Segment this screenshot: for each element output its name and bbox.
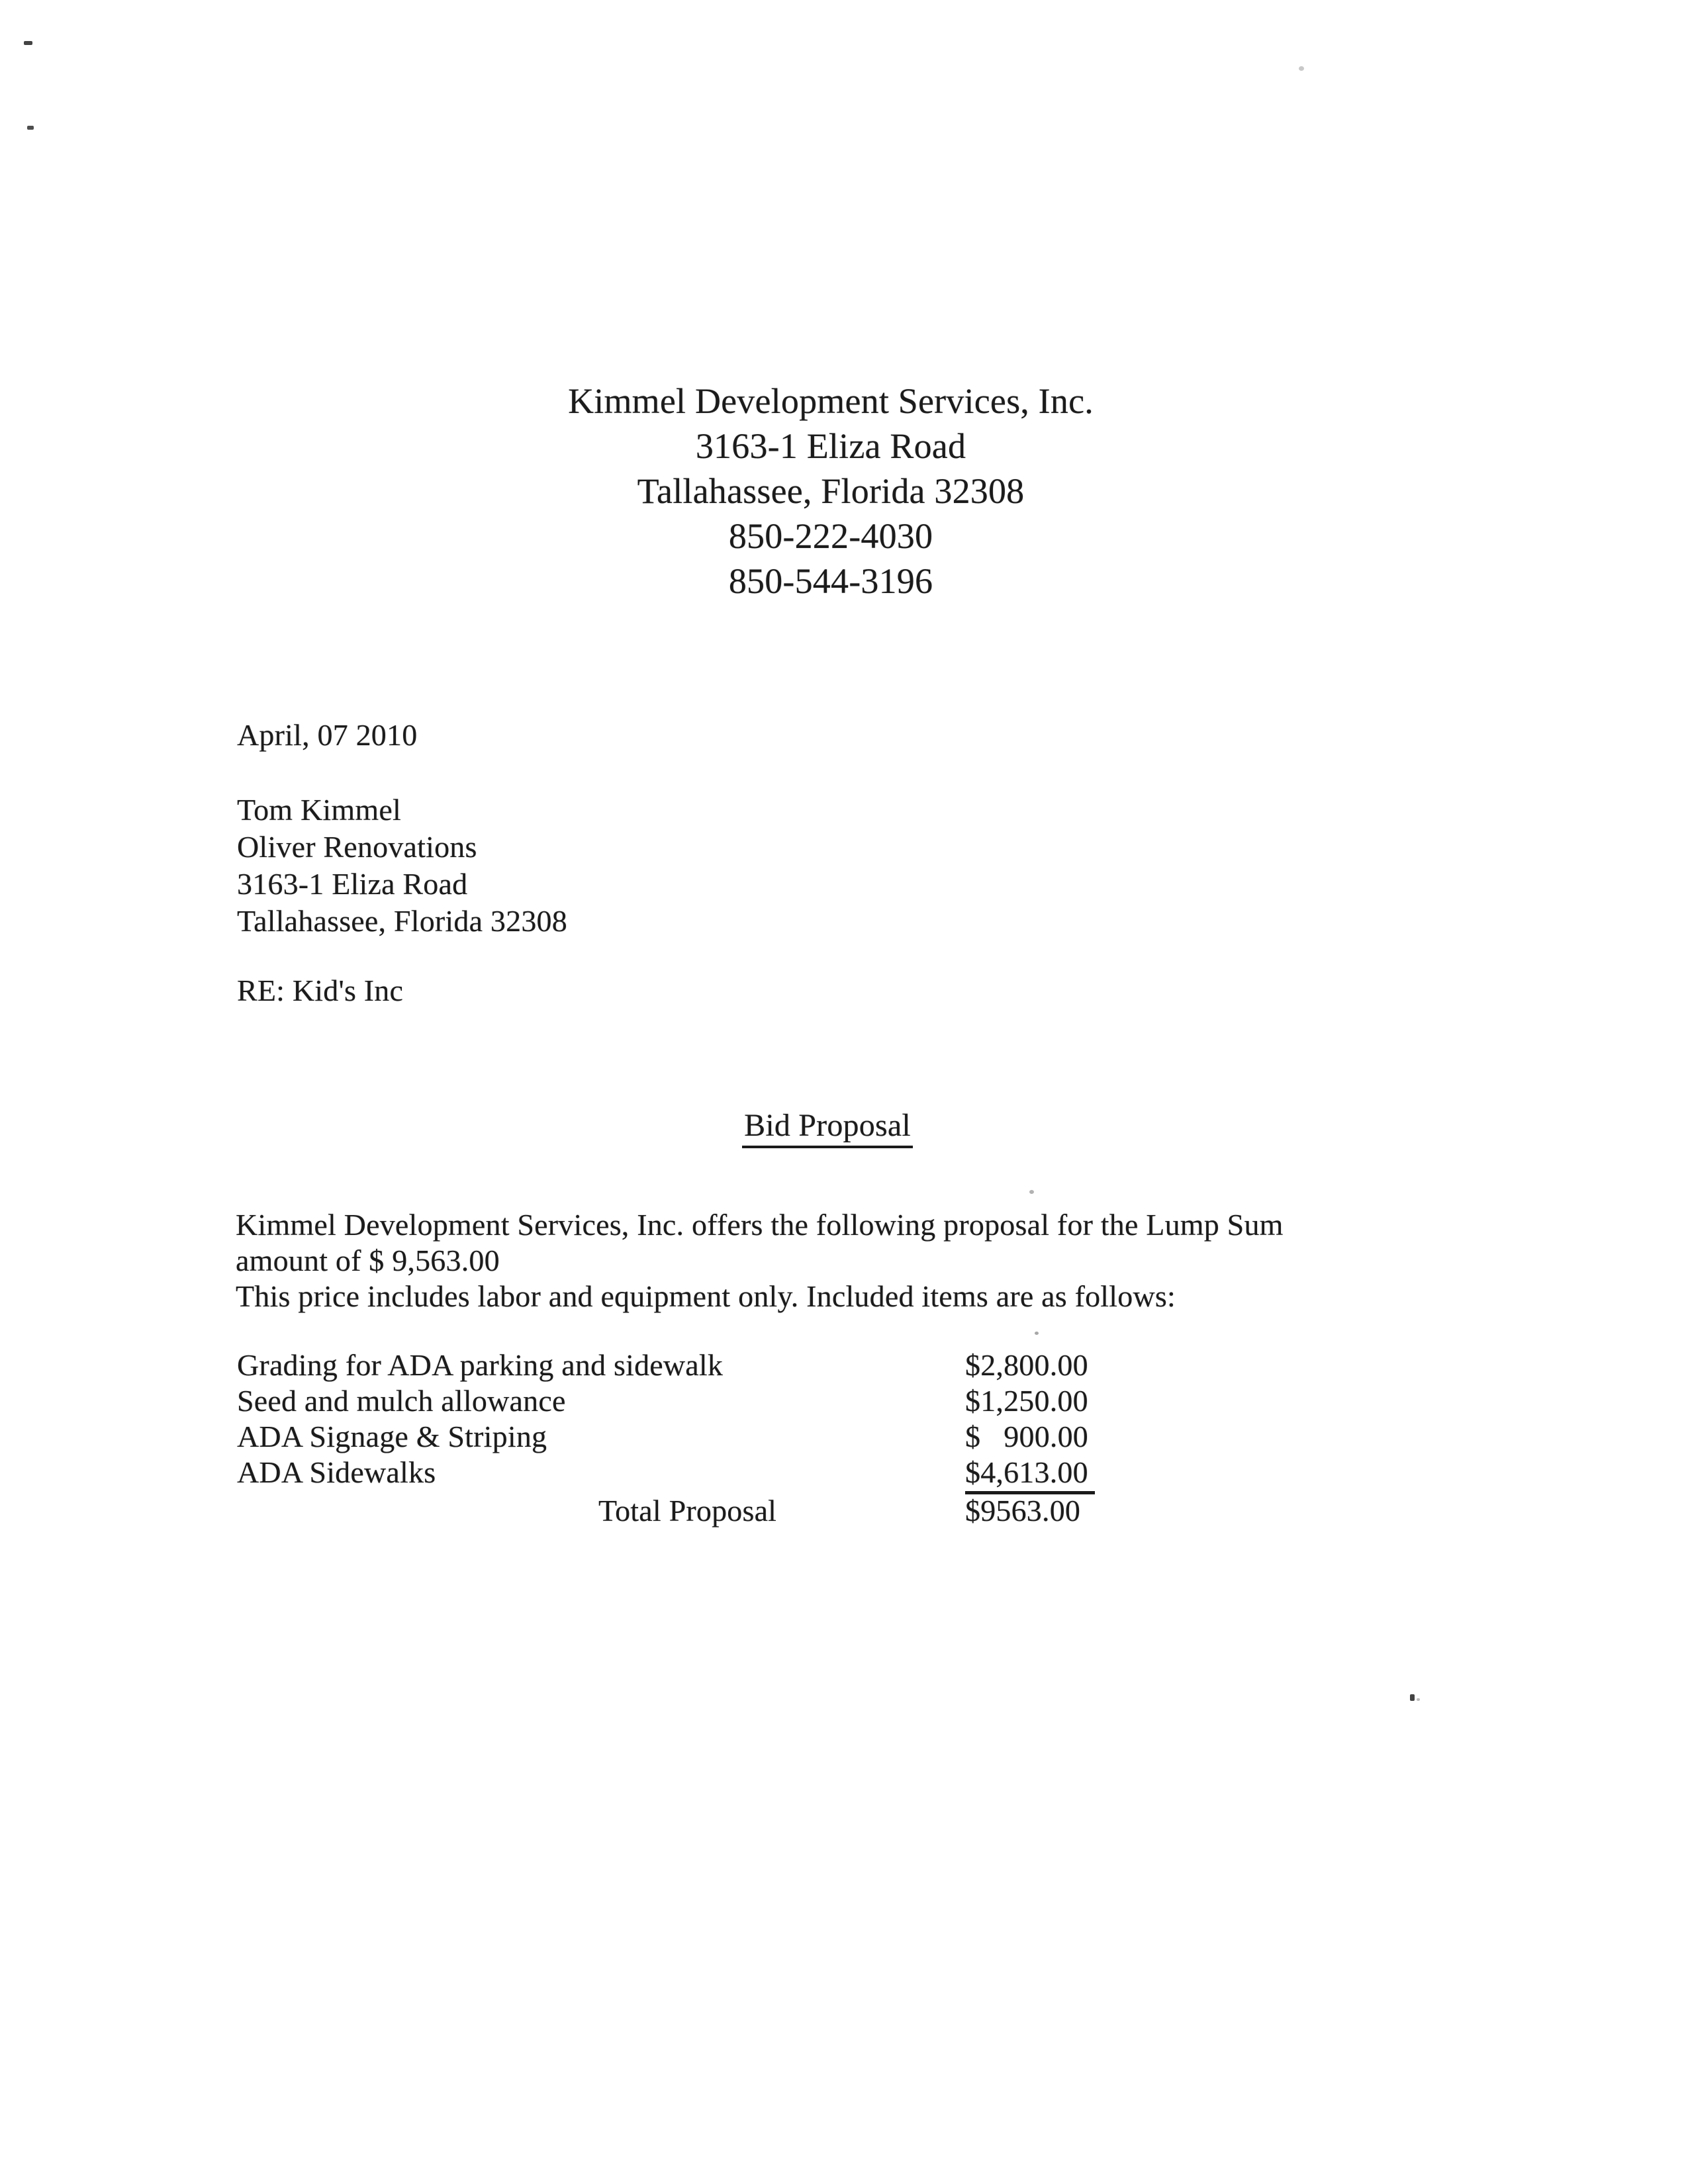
scan-artifact-speck [1410, 1694, 1415, 1701]
total-proposal-row [237, 1493, 1362, 1529]
total-proposal-amount: $9563.00 [965, 1494, 1081, 1527]
recipient-name: Tom Kimmel [237, 793, 401, 827]
line-item-label: ADA Signage & Striping [237, 1420, 547, 1453]
letterhead-city-state-zip: Tallahassee, Florida 32308 [637, 471, 1025, 511]
recipient-city-state-zip: Tallahassee, Florida 32308 [237, 904, 567, 938]
line-item-row [237, 1347, 1362, 1383]
re-subject-line: RE: Kid's Inc [237, 974, 404, 1007]
letterhead-phone-secondary: 850-544-3196 [728, 561, 933, 601]
letter-date: April, 07 2010 [237, 718, 418, 752]
scan-artifact-speck [1299, 66, 1304, 71]
line-item-row [237, 1455, 1362, 1490]
line-item-label: Grading for ADA parking and sidewalk [237, 1348, 724, 1382]
line-item-row [237, 1383, 1362, 1419]
line-item-label: Seed and mulch allowance [237, 1384, 566, 1418]
document-title: Bid Proposal [742, 1108, 913, 1148]
scan-artifact-speck [1417, 1698, 1420, 1701]
line-item-amount-underlined: $4,613.00 [965, 1455, 1095, 1494]
recipient-street-address: 3163-1 Eliza Road [237, 867, 468, 901]
proposal-paragraph-line2: amount of $ 9,563.00 [236, 1244, 500, 1277]
line-item-amount: $ 900.00 [965, 1420, 1088, 1453]
line-item-amount: $1,250.00 [965, 1384, 1088, 1418]
letterhead-company-name: Kimmel Development Services, Inc. [568, 381, 1094, 421]
scan-artifact-speck [27, 126, 34, 130]
proposal-paragraph-line3: This price includes labor and equipment only. Included items are as follows: [236, 1279, 1176, 1313]
scan-artifact-speck [1029, 1190, 1034, 1194]
proposal-paragraph [236, 1207, 1560, 1314]
document-title-wrap [0, 1107, 1655, 1145]
recipient-address-block [237, 792, 567, 940]
letterhead [0, 379, 1662, 604]
line-items-list [237, 1347, 1362, 1529]
line-item-amount: $2,800.00 [965, 1348, 1088, 1382]
letterhead-phone-primary: 850-222-4030 [728, 516, 933, 556]
scan-artifact-speck [1035, 1332, 1039, 1335]
recipient-company: Oliver Renovations [237, 830, 477, 864]
scan-artifact-speck [24, 41, 32, 45]
total-proposal-label: Total Proposal [598, 1494, 777, 1527]
proposal-paragraph-line1: Kimmel Development Services, Inc. offers the following proposal for the Lump Sum [236, 1208, 1284, 1242]
line-item-label: ADA Sidewalks [237, 1455, 436, 1489]
letterhead-street-address: 3163-1 Eliza Road [695, 426, 966, 466]
line-item-row [237, 1419, 1362, 1455]
